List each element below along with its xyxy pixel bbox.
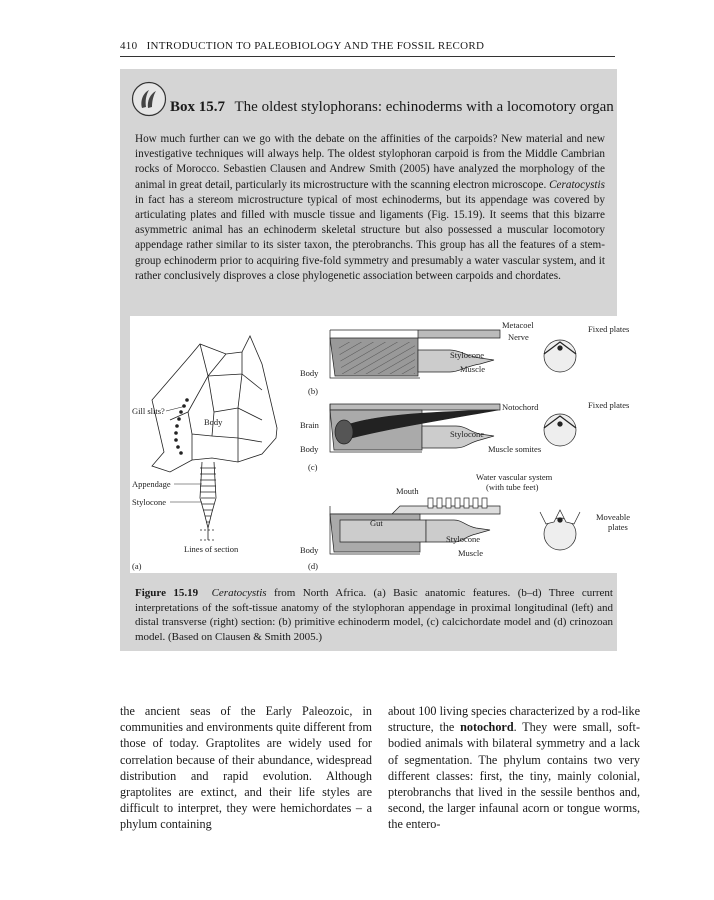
box-label: Box 15.7 bbox=[170, 99, 226, 115]
box-body-run: How much further can we go with the debate on the affinities of the carpoids? New material and new investigative techniques will always help. The oldest stylophoran carpoid is from the Middle Cambrian rocks of Morocco. Sebastien Clausen and Andrew Smith (2005) have analyzed the morphology of the animal in great detail, particularly its microstructure with the scanning electron microscope. bbox=[135, 133, 605, 191]
figure-drawing bbox=[130, 316, 636, 573]
label-appendage: Appendage bbox=[132, 479, 171, 489]
label-body-d: Body bbox=[300, 545, 319, 555]
box-title bbox=[170, 99, 614, 116]
right-column-run: notochord bbox=[460, 720, 514, 735]
box-body bbox=[135, 132, 605, 284]
caption-genus: Ceratocystis bbox=[211, 587, 267, 599]
label-lines-of-section: Lines of section bbox=[184, 544, 239, 554]
label-metacoel: Metacoel bbox=[502, 320, 534, 330]
page-number: 410 bbox=[120, 40, 138, 52]
box-15-7 bbox=[120, 69, 630, 651]
label-muscle-b: Muscle bbox=[460, 364, 486, 374]
label-stylocone-c: Stylocone bbox=[450, 429, 484, 439]
left-column-run: the ancient seas of the Early Paleozoic, in communities and environments quite different from those of today. Graptolites are widely used for correlation because of their abundance, widespread distribution and rapid evolution. Although graptolites are extinct, and their life styles are difficult to interpret, they were hemichordates – a phylum containing bbox=[120, 704, 372, 832]
panel-c-letter: (c) bbox=[308, 462, 318, 472]
label-gut: Gut bbox=[370, 518, 383, 528]
label-stylocone-a: Stylocone bbox=[132, 497, 166, 507]
caption-label: Figure 15.19 bbox=[135, 587, 199, 599]
panel-a-drawing bbox=[152, 336, 277, 540]
label-brain: Brain bbox=[300, 420, 319, 430]
label-body-c: Body bbox=[300, 444, 319, 454]
label-fixed-plates-c: Fixed plates bbox=[588, 400, 630, 410]
right-column-run: about 100 living species characterized by a rod-like structure, the bbox=[388, 704, 640, 735]
right-column-run: . They were small, soft-bodied animals with bilateral symmetry and a lack of segmentation. The phylum contains two very different classes: first, the tiny, mainly colonial, pterobranchs that lived in the sessile benthos and, second, the larger infaunal acorn or tongue worms, the entero- bbox=[388, 720, 640, 832]
label-nerve: Nerve bbox=[508, 332, 529, 342]
label-muscle-d: Muscle bbox=[458, 548, 484, 558]
label-fixed-plates-b: Fixed plates bbox=[588, 324, 630, 334]
label-notochord: Notochord bbox=[502, 402, 539, 412]
body-column-right bbox=[388, 703, 640, 833]
label-stylocone-d: Stylocone bbox=[446, 534, 480, 544]
label-body-a: Body bbox=[204, 417, 223, 427]
box-heading: The oldest stylophorans: echinoderms with a locomotory organ bbox=[234, 99, 614, 115]
label-gill-slits: Gill slits? bbox=[132, 406, 165, 416]
label-body-b: Body bbox=[300, 368, 319, 378]
caption-text: from North Africa. (a) Basic anatomic features. (b–d) Three current interpretations of the soft-tissue anatomy of the stylophoran appendage in proximal longitudinal (left) and distal transverse (right) section: (b) primitive echinoderm model, (c) calcichordate model and (d) crinozoan model. (Based on Clausen & Smith 2005.) bbox=[135, 587, 613, 643]
running-title: INTRODUCTION TO PALEOBIOLOGY AND THE FOSSIL RECORD bbox=[146, 40, 485, 52]
box-body-run: in fact has a stereom microstructure typical of most echinoderms, but its appendage was covered by articulating plates and filled with muscle tissue and ligaments (Fig. 15.19). It seems that this bizarre asymmetric animal has an echinoderm skeletal structure but also possessed a muscular locomotory appendage rather similar to its sister taxon, the pterobranchs. This group has all the features of a stem-group echinoderm prior to acquiring five-fold symmetry and presumably a water vascular system, and it rather conclusively disproves a close phylogenetic association between carpoids and chordates. bbox=[135, 193, 605, 282]
body-column-left bbox=[120, 703, 372, 833]
label-water-vascular-1: Water vascular system bbox=[476, 472, 553, 482]
label-mouth: Mouth bbox=[396, 486, 419, 496]
box-body-run: Ceratocystis bbox=[549, 178, 605, 191]
label-stylocone-b: Stylocone bbox=[450, 350, 484, 360]
paired-fossil-icon bbox=[131, 81, 167, 117]
label-muscle-somites: Muscle somites bbox=[488, 444, 542, 454]
panel-d-drawing bbox=[330, 498, 580, 554]
figure-caption bbox=[135, 586, 613, 644]
label-moveable-2: plates bbox=[608, 522, 628, 532]
label-water-vascular-2: (with tube feet) bbox=[486, 482, 539, 492]
panel-b-letter: (b) bbox=[308, 386, 318, 396]
running-head bbox=[120, 40, 615, 57]
figure-15-19 bbox=[130, 316, 636, 573]
panel-a-letter: (a) bbox=[132, 561, 142, 571]
label-moveable-1: Moveable bbox=[596, 512, 630, 522]
panel-d-letter: (d) bbox=[308, 561, 318, 571]
